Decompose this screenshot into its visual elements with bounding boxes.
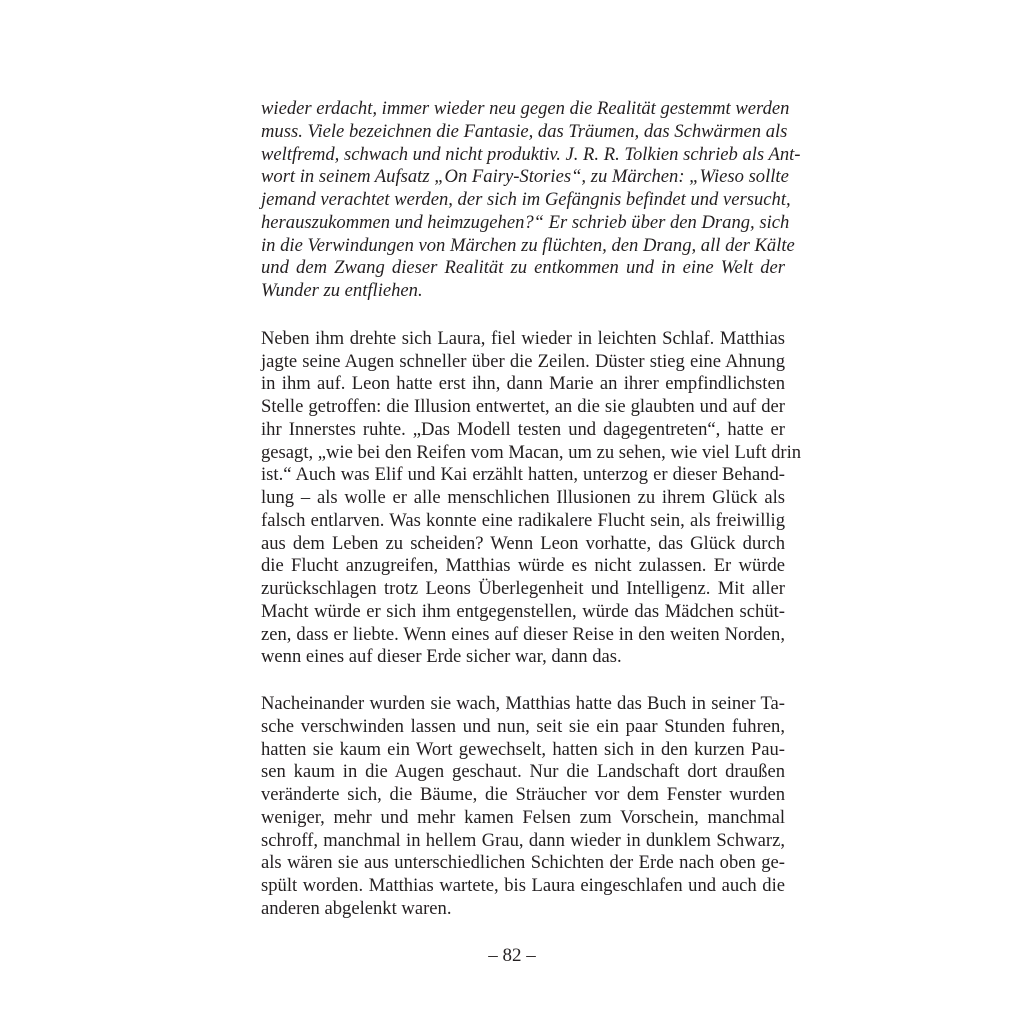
text-line: in ihm auf. Leon hatte erst ihn, dann Marie an ihrer empfindlichsten bbox=[261, 373, 785, 395]
text-line: weniger, mehr und mehr kamen Felsen zum Vorschein, manchmal bbox=[261, 806, 785, 828]
text-line: lung – als wolle er alle menschlichen Illusionen zu ihrem Glück als bbox=[261, 487, 785, 508]
text-line: wenn eines auf dieser Erde sicher war, dann das. bbox=[261, 646, 622, 668]
paragraph-spacer bbox=[261, 669, 785, 693]
book-page-text-block bbox=[261, 98, 802, 921]
text-line: aus dem Leben zu scheiden? Wenn Leon vorhatte, das Glück durch bbox=[261, 532, 785, 554]
text-line: gesagt, „wie bei den Reifen vom Macan, um zu sehen, wie viel Luft drin bbox=[261, 441, 802, 463]
text-line: die Flucht anzugreifen, Matthias würde es nicht zulassen. Er würde bbox=[261, 555, 785, 577]
text-line: Stelle getroffen: die Illusion entwertet, an die sie glaubten und auf der bbox=[261, 396, 785, 417]
text-line: zurückschlagen trotz Leons Überlegenheit und Intelligenz. Mit aller bbox=[261, 578, 785, 599]
text-line: Neben ihm drehte sich Laura, fiel wieder in leichten Schlaf. Matthias bbox=[261, 327, 785, 349]
text-line: anderen abgelenkt waren. bbox=[261, 897, 452, 919]
text-line: Macht würde er sich ihm entgegenstellen, würde das Mädchen schüt- bbox=[261, 600, 785, 622]
page-number: – 82 – bbox=[488, 945, 536, 966]
text-line: herauszukommen und heimzugehen?“ Er schrieb über den Drang, sich bbox=[261, 211, 790, 233]
text-line: muss. Viele bezeichnen die Fantasie, das Träumen, das Schwärmen als bbox=[261, 120, 788, 142]
text-line: jemand verachtet werden, der sich im Gefängnis befindet und versucht, bbox=[261, 189, 791, 210]
text-line: ihr Innerstes ruhte. „Das Modell testen und dagegentreten“, hatte er bbox=[261, 418, 785, 440]
text-line: und dem Zwang dieser Realität zu entkommen und in eine Welt der bbox=[261, 257, 785, 279]
paragraph-body bbox=[261, 693, 785, 921]
text-line: wort in seinem Aufsatz „On Fairy-Stories“, zu Märchen: „Wieso sollte bbox=[261, 166, 789, 188]
paragraph-spacer bbox=[261, 303, 785, 328]
text-line: hatten sie kaum ein Wort gewechselt, hatten sich in den kurzen Pau- bbox=[261, 738, 785, 760]
text-line: weltfremd, schwach und nicht produktiv. J. R. R. Tolkien schrieb als Ant- bbox=[261, 143, 801, 165]
text-line: als wären sie aus unterschiedlichen Schichten der Erde nach oben ge- bbox=[261, 852, 785, 874]
text-line: Nacheinander wurden sie wach, Matthias hatte das Buch in seiner Ta- bbox=[261, 693, 785, 714]
text-line: sche verschwinden lassen und nun, seit sie ein paar Stunden fuhren, bbox=[261, 715, 785, 737]
text-line: schroff, manchmal in hellem Grau, dann wieder in dunklem Schwarz, bbox=[261, 829, 785, 851]
text-line: zen, dass er liebte. Wenn eines auf dieser Reise in den weiten Norden, bbox=[261, 623, 785, 645]
paragraph-italic-quote bbox=[261, 98, 801, 303]
text-line: sen kaum in die Augen geschaut. Nur die Landschaft dort draußen bbox=[261, 761, 785, 783]
text-line: in die Verwindungen von Märchen zu flüchten, den Drang, all der Kälte bbox=[261, 234, 795, 256]
text-line: ist.“ Auch was Elif und Kai erzählt hatten, unterzog er dieser Behand- bbox=[261, 464, 785, 486]
paragraph-body bbox=[261, 327, 802, 669]
text-line: veränderte sich, die Bäume, die Sträucher vor dem Fenster wurden bbox=[261, 784, 785, 805]
text-line: Wunder zu entfliehen. bbox=[261, 280, 423, 301]
text-line: wieder erdacht, immer wieder neu gegen die Realität gestemmt werden bbox=[261, 98, 790, 119]
text-line: spült worden. Matthias wartete, bis Laura eingeschlafen und auch die bbox=[261, 875, 785, 896]
text-line: falsch entlarven. Was konnte eine radikalere Flucht sein, als freiwillig bbox=[261, 509, 785, 531]
text-line: jagte seine Augen schneller über die Zeilen. Düster stieg eine Ahnung bbox=[261, 350, 785, 372]
